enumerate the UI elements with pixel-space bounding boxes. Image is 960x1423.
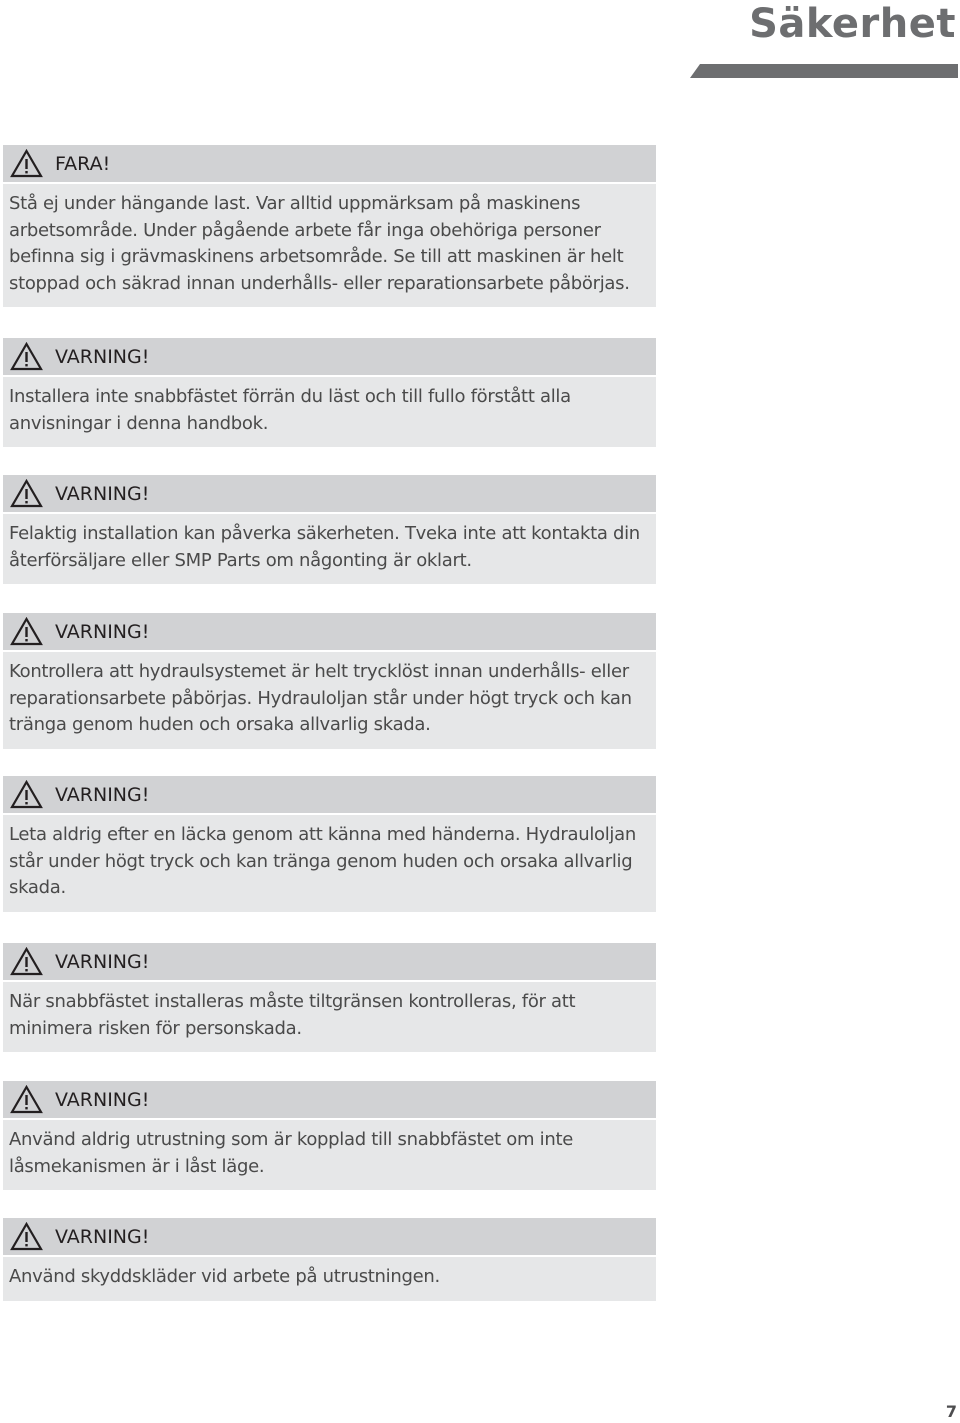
warning-triangle-icon <box>10 149 43 178</box>
notice-text: Använd aldrig utrustning som är kopplad till snabbfästet om inte låsmekanismen är i låst läge. <box>3 1118 656 1190</box>
notice-label: VARNING! <box>55 621 150 643</box>
notice-text: När snabbfästet installeras måste tiltgränsen kontrolleras, för att minimera risken för personskada. <box>3 980 656 1052</box>
danger-notice <box>3 145 656 307</box>
warning-notice <box>3 613 656 749</box>
warning-triangle-icon <box>10 947 43 976</box>
warning-triangle-icon <box>10 780 43 809</box>
notice-header <box>3 145 656 182</box>
notice-label: VARNING! <box>55 1226 150 1248</box>
warning-triangle-icon <box>10 479 43 508</box>
notice-header <box>3 943 656 980</box>
notice-label: VARNING! <box>55 784 150 806</box>
title-underline-bar <box>690 64 958 78</box>
notice-text: Installera inte snabbfästet förrän du läst och till fullo förstått alla anvisningar i denna handbok. <box>3 375 656 447</box>
warning-notice <box>3 338 656 447</box>
notice-text: Kontrollera att hydraulsystemet är helt trycklöst innan underhålls- eller reparationsarbete påbörjas. Hydrauloljan står under högt tryck och kan tränga genom huden och orsaka allvarlig skada. <box>3 650 656 749</box>
warning-triangle-icon <box>10 617 43 646</box>
notice-label: VARNING! <box>55 951 150 973</box>
warning-notice <box>3 475 656 584</box>
notice-header <box>3 475 656 512</box>
notice-header <box>3 613 656 650</box>
notice-header <box>3 1218 656 1255</box>
page-title: Säkerhet <box>749 1 956 47</box>
notice-text: Leta aldrig efter en läcka genom att känna med händerna. Hydrauloljan står under högt tryck och kan tränga genom huden och orsaka allvarlig skada. <box>3 813 656 912</box>
page-number: 7 <box>945 1402 957 1421</box>
notice-label: FARA! <box>55 153 111 175</box>
notice-header <box>3 1081 656 1118</box>
warning-triangle-icon <box>10 1085 43 1114</box>
warning-notice <box>3 1081 656 1190</box>
notice-label: VARNING! <box>55 1089 150 1111</box>
notice-label: VARNING! <box>55 483 150 505</box>
warning-notice <box>3 1218 656 1301</box>
warning-notice <box>3 943 656 1052</box>
notice-header <box>3 776 656 813</box>
warning-triangle-icon <box>10 1222 43 1251</box>
warning-triangle-icon <box>10 342 43 371</box>
warning-notice <box>3 776 656 912</box>
notice-text: Använd skyddskläder vid arbete på utrustningen. <box>3 1255 656 1301</box>
notice-text: Stå ej under hängande last. Var alltid uppmärksam på maskinens arbetsområde. Under pågående arbete får inga obehöriga personer befinna sig i grävmaskinens arbetsområde. Se till att maskinen är helt stoppad och säkrad innan underhålls- eller reparationsarbete påbörjas. <box>3 182 656 307</box>
notice-text: Felaktig installation kan påverka säkerheten. Tveka inte att kontakta din återförsäljare eller SMP Parts om någonting är oklart. <box>3 512 656 584</box>
notice-label: VARNING! <box>55 346 150 368</box>
notice-header <box>3 338 656 375</box>
